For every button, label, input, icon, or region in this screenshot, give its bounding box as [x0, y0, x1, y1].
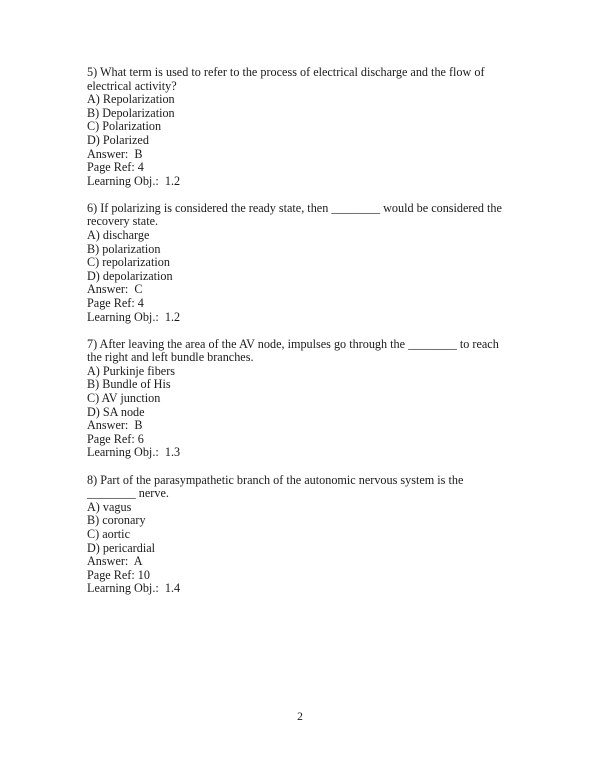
- learning-obj-line: Learning Obj.: 1.2: [87, 309, 181, 324]
- page-ref-line: Page Ref: 6: [87, 431, 144, 446]
- page-ref-line: Page Ref: 4: [87, 296, 144, 310]
- question-stem: 6) If polarizing is considered the ready state, then ________ would be considered the recovery state.: [87, 200, 505, 229]
- learning-obj-line: Learning Obj.: 1.3: [87, 445, 181, 460]
- answer-line: Answer: C: [87, 282, 143, 297]
- question-stem: 7) After leaving the area of the AV node, impulses go through the ________ to reach the right and left bundle branches.: [87, 336, 502, 365]
- question-block: [87, 338, 515, 460]
- question-option[interactable]: A) vagus: [87, 499, 132, 514]
- question-option[interactable]: D) depolarization: [87, 268, 173, 283]
- question-option[interactable]: B) coronary: [87, 513, 146, 528]
- question-option[interactable]: D) Polarized: [87, 132, 149, 147]
- answer-line: Answer: A: [87, 554, 143, 569]
- page-number-footer: 2: [297, 710, 303, 723]
- question-option[interactable]: A) discharge: [87, 228, 150, 243]
- question-option[interactable]: B) polarization: [87, 241, 161, 256]
- question-option[interactable]: A) Repolarization: [87, 92, 175, 107]
- page-ref-line: Page Ref: 10: [87, 567, 150, 582]
- question-option[interactable]: C) repolarization: [87, 255, 170, 270]
- question-option[interactable]: B) Depolarization: [87, 105, 175, 120]
- question-option[interactable]: C) aortic: [87, 526, 130, 541]
- learning-obj-line: Learning Obj.: 1.2: [87, 173, 181, 188]
- answer-line: Answer: B: [87, 418, 143, 433]
- question-block: [87, 66, 515, 188]
- question-list: [87, 66, 515, 609]
- question-option[interactable]: D) pericardial: [87, 540, 156, 555]
- question-option[interactable]: C) Polarization: [87, 119, 162, 134]
- question-block: [87, 474, 515, 596]
- question-block: [87, 202, 515, 324]
- question-stem: 8) Part of the parasympathetic branch of the autonomic nervous system is the ________ nerve.: [87, 472, 467, 501]
- answer-line: Answer: B: [87, 146, 143, 161]
- question-option[interactable]: B) Bundle of His: [87, 377, 171, 392]
- question-option[interactable]: D) SA node: [87, 404, 145, 419]
- question-option[interactable]: A) Purkinje fibers: [87, 363, 176, 378]
- question-option[interactable]: C) AV junction: [87, 391, 161, 406]
- learning-obj-line: Learning Obj.: 1.4: [87, 581, 181, 596]
- question-stem: 5) What term is used to refer to the process of electrical discharge and the flow of electrical activity?: [87, 65, 488, 93]
- page-ref-line: Page Ref: 4: [87, 160, 144, 175]
